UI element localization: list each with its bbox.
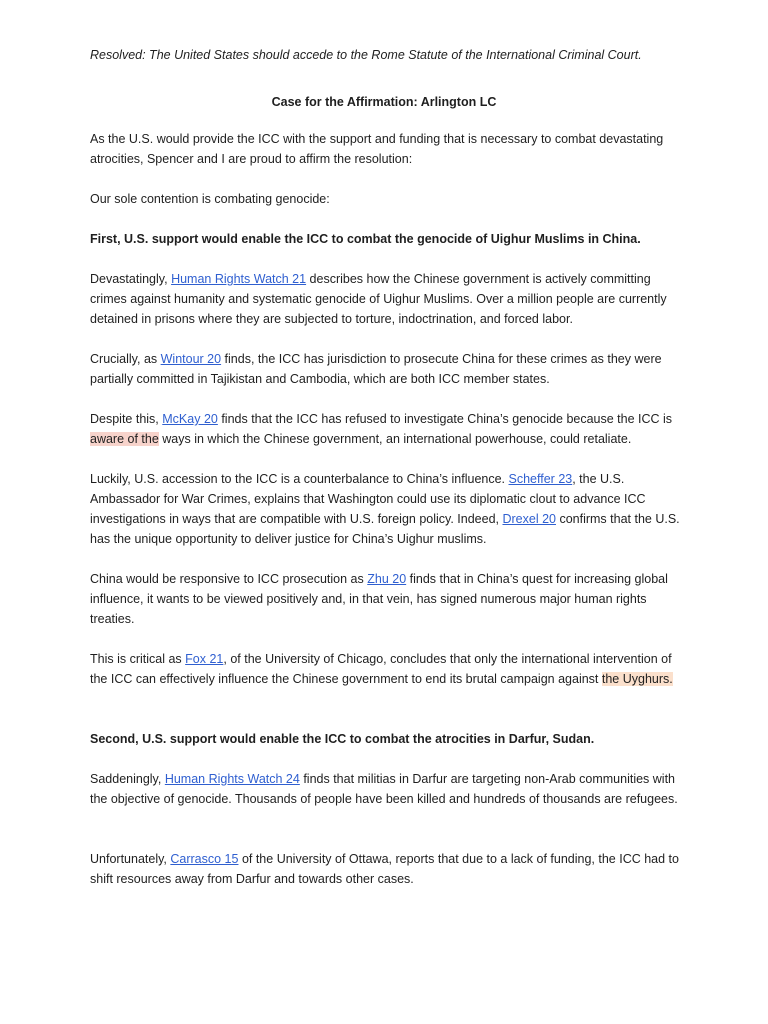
- highlighted-text: aware of the: [90, 432, 159, 446]
- highlighted-text: the Uyghurs.: [601, 672, 673, 686]
- citation-link-zhu20[interactable]: Zhu 20: [367, 572, 407, 586]
- contention-paragraph: Our sole contention is combating genocide:: [90, 192, 330, 206]
- second-subpoint-heading: Second, U.S. support would enable the ICC to combat the atrocities in Darfur, Sudan.: [90, 732, 595, 746]
- citation-link-fox21[interactable]: Fox 21: [185, 652, 224, 666]
- citation-link-wintour20[interactable]: Wintour 20: [160, 352, 222, 366]
- first-subpoint-heading: First, U.S. support would enable the ICC to combat the genocide of Uighur Muslims in China.: [90, 232, 641, 246]
- citation-link-scheffer23[interactable]: Scheffer 23: [508, 472, 573, 486]
- paragraph-fox21: This is critical as Fox 21, of the University of Chicago, concludes that only the international intervention of the ICC can effectively influence the Chinese government to end its brutal campaign against the Uyghurs.: [90, 652, 673, 686]
- paragraph-zhu20: China would be responsive to ICC prosecution as Zhu 20 finds that in China’s quest for increasing global influence, it wants to be viewed positively and, in that vein, has signed numerous major human rights treaties.: [90, 572, 668, 626]
- paragraph-wintour20: Crucially, as Wintour 20 finds, the ICC has jurisdiction to prosecute China for these crimes as they were partially committed in Tajikistan and Cambodia, which are both ICC member states.: [90, 352, 662, 386]
- paragraph-carrasco15: Unfortunately, Carrasco 15 of the University of Ottawa, reports that due to a lack of funding, the ICC had to shift resources away from Darfur and towards other cases.: [90, 852, 679, 886]
- intro-paragraph: As the U.S. would provide the ICC with the support and funding that is necessary to combat devastating atrocities, Spencer and I are proud to affirm the resolution:: [90, 132, 664, 166]
- citation-link-mckay20[interactable]: McKay 20: [162, 412, 218, 426]
- paragraph-hrw24: Saddeningly, Human Rights Watch 24 finds that militias in Darfur are targeting non-Arab communities with the objective of genocide. Thousands of people have been killed and hundreds of thousands are refugees.: [90, 772, 678, 806]
- citation-link-carrasco15[interactable]: Carrasco 15: [170, 852, 239, 866]
- citation-link-hrw21[interactable]: Human Rights Watch 21: [171, 272, 307, 286]
- paragraph-hrw21: Devastatingly, Human Rights Watch 21 describes how the Chinese government is actively committing crimes against humanity and systematic genocide of Uighur Muslims. Over a million people are currently detained in prisons where they are subjected to torture, indoctrination, and forced labor.: [90, 272, 667, 326]
- paragraph-scheffer23: Luckily, U.S. accession to the ICC is a counterbalance to China’s influence. Scheffer 23, the U.S. Ambassador for War Crimes, explains that Washington could use its diplomatic clout to advance ICC investigations in ways that are compatible with U.S. foreign policy. Indeed, Drexel 20 confirms that the U.S. has the unique opportunity to deliver justice for China’s Uighur muslims.: [90, 472, 680, 546]
- case-title: Case for the Affirmation: Arlington LC: [271, 95, 497, 109]
- paragraph-mckay20: Despite this, McKay 20 finds that the ICC has refused to investigate China’s genocide because the ICC is aware of the ways in which the Chinese government, an international powerhouse, could retaliate.: [90, 412, 673, 446]
- resolution-text: Resolved: The United States should accede to the Rome Statute of the International Criminal Court.: [90, 48, 642, 62]
- citation-link-drexel20[interactable]: Drexel 20: [502, 512, 556, 526]
- citation-link-hrw24[interactable]: Human Rights Watch 24: [164, 772, 300, 786]
